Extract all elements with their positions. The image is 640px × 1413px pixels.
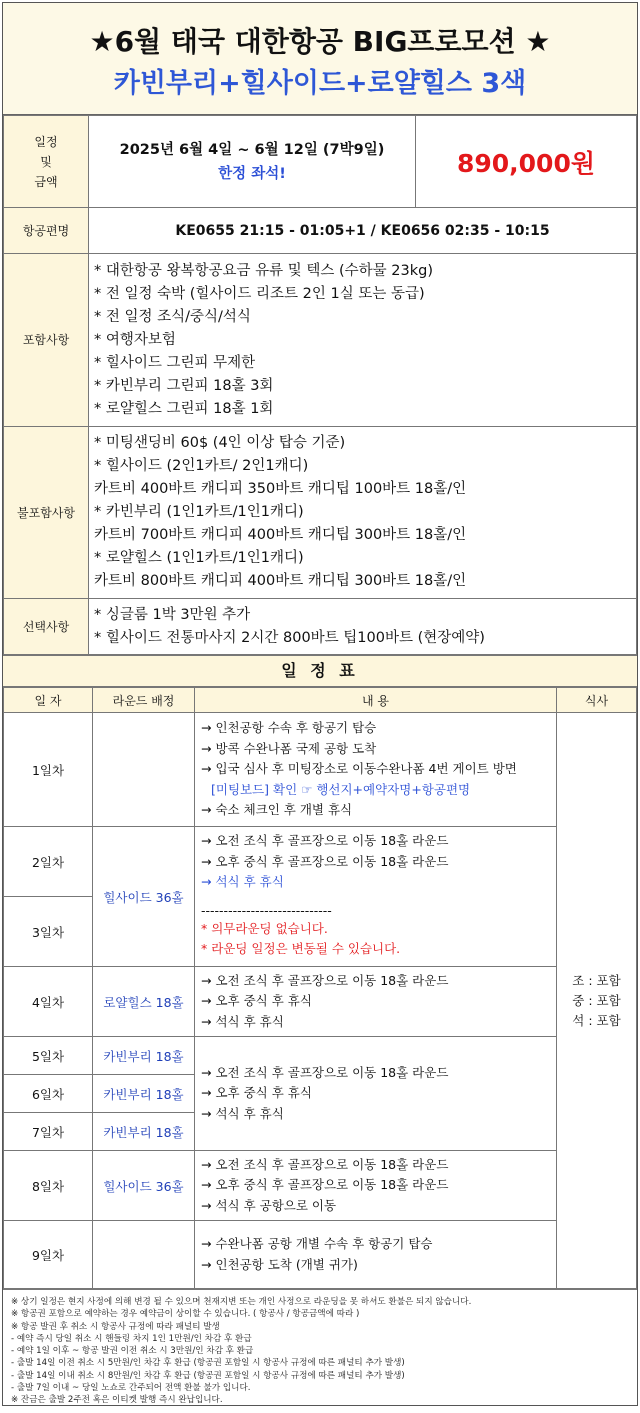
day5-7-content: → 오전 조식 후 골프장으로 이동 18홀 라운드 → 오후 중식 후 휴식 → 석식 후 휴식: [195, 1037, 557, 1151]
meal-dinner: 석 : 포함: [572, 1012, 621, 1028]
table-row: [4, 967, 637, 1037]
schedule-table: [3, 687, 637, 1289]
col-day-header: 일 자: [4, 688, 93, 713]
table-row: [4, 1221, 637, 1289]
day2-content: → 오전 조식 후 골프장으로 이동 18홀 라운드 → 오후 중식 후 골프장으로 이동 18홀 라운드 → 석식 후 휴식: [195, 827, 557, 897]
day4-content: → 오전 조식 후 골프장으로 이동 18홀 라운드 → 오후 중식 후 휴식 → 석식 후 휴식: [195, 967, 557, 1037]
day-label: 9일차: [4, 1221, 93, 1289]
col-content-header: 내 용: [195, 688, 557, 713]
optional-row: [4, 599, 637, 655]
list-item: * 힐사이드 (2인1카트/ 2인1캐디): [94, 458, 309, 474]
day3-content: ----------------------------- * 의무라운딩 없습니다. * 라운딩 일정은 변동될 수 있습니다.: [195, 897, 557, 967]
promo-document: [2, 2, 638, 1406]
limited-seats: 한정 좌석!: [218, 165, 286, 182]
day-label: 8일차: [4, 1151, 93, 1221]
list-item: * 힐사이드 전통마사지 2시간 800바트 팁100바트 (현장예약): [94, 629, 485, 646]
included-row: [4, 254, 637, 427]
note-line: - 출발 14일 이전 취소 시 5만원/인 차감 후 환급 (항공권 포함일 시 항공사 규정에 따른 패널티 추가 발생): [11, 1358, 405, 1369]
meal-breakfast: 조 : 포함: [572, 972, 621, 988]
list-item: * 힐사이드 그린피 무제한: [94, 354, 256, 371]
round-royal: 로얄힐스 18홀: [93, 967, 195, 1037]
schedule-title: 일 정 표: [3, 655, 637, 687]
round-kabinburi: 카빈부리 18홀: [93, 1075, 195, 1113]
list-item: * 로얄힐스 (1인1카트/1인1캐디): [94, 550, 304, 566]
included-list: [89, 254, 637, 427]
separator: -----------------------------: [201, 902, 332, 918]
schedule-price-row: [4, 116, 637, 208]
flight-label: 항공편명: [4, 208, 89, 254]
day9-content: → 수완나폼 공항 개별 수속 후 항공기 탑승 → 인천공항 도착 (개별 귀가): [195, 1221, 557, 1289]
schedule-header-row: [4, 688, 637, 713]
note-line: ※ 항공권 포함으로 예약하는 경우 예약금이 상이할 수 있습니다. ( 항공사 / 항공금액에 따라 ): [11, 1309, 360, 1320]
list-item: 카트비 700바트 캐디피 400바트 캐디팁 300바트 18홀/인: [94, 527, 467, 543]
round-cell-empty: [93, 1221, 195, 1289]
included-label: 포함사항: [4, 254, 89, 427]
round-kabinburi: 카빈부리 18홀: [93, 1037, 195, 1075]
excluded-label: 불포함사항: [4, 427, 89, 599]
list-item: * 싱글룸 1박 3만원 추가: [94, 606, 251, 623]
day1-content: → 인천공항 수속 후 항공기 탑승 → 방콕 수완나폼 국제 공항 도착 → 입국 심사 후 미팅장소로 이동수완나폼 4번 게이트 방면 [미팅보드] 확인 ☞ 행선지+예약자명+항공편명 → 숙소 체크인 후 개별 휴식: [195, 713, 557, 827]
price: 890,000원: [456, 148, 596, 178]
day-label: 7일차: [4, 1113, 93, 1151]
day8-content: → 오전 조식 후 골프장으로 이동 18홀 라운드 → 오후 중식 후 골프장으로 이동 18홀 라운드 → 석식 후 공항으로 이동: [195, 1151, 557, 1221]
day-label: 2일차: [4, 827, 93, 897]
list-item: * 카빈부리 (1인1카트/1인1캐디): [94, 504, 304, 520]
day-label: 3일차: [4, 897, 93, 967]
flight-info: KE0655 21:15 - 01:05+1 / KE0656 02:35 - 10:15: [89, 208, 637, 254]
day-label: 1일차: [4, 713, 93, 827]
list-item: * 전 일정 조식/중식/석식: [94, 308, 251, 325]
list-item: * 로얄힐스 그린피 18홀 1회: [94, 400, 274, 417]
title-banner: [3, 3, 637, 115]
table-row: [4, 713, 637, 827]
sub-title: 카빈부리+힐사이드+로얄힐스 3색: [113, 68, 527, 99]
note-line: ※ 상기 일정은 현지 사정에 의해 변경 될 수 있으며 천재지변 또는 개인 사정으로 라운딩을 못 하셔도 환불은 되지 않습니다.: [11, 1297, 472, 1307]
note-line: - 출발 7일 이내 ~ 당일 노쇼로 간주되어 전액 환불 불가 입니다.: [11, 1383, 251, 1394]
note-line: - 예약 1일 이후 ~ 항공 발권 이전 취소 시 3만원/인 차감 후 환급: [11, 1346, 254, 1357]
list-item: 카트비 400바트 캐디피 350바트 캐디팁 100바트 18홀/인: [94, 481, 467, 497]
trip-dates: 2025년 6월 4일 ~ 6월 12일 (7박9일): [119, 141, 385, 158]
table-row: [4, 1037, 637, 1075]
notes-section: [3, 1289, 637, 1413]
meal-lunch: 중 : 포함: [572, 992, 621, 1008]
list-item: * 미팅샌딩비 60$ (4인 이상 탑승 기준): [94, 435, 346, 451]
flight-row: [4, 208, 637, 254]
day-label: 5일차: [4, 1037, 93, 1075]
note-line: ※ 항공 발권 후 취소 시 항공사 규정에 따라 패널티 발생: [11, 1321, 220, 1332]
round-hillside: 힐사이드 36홀: [93, 1151, 195, 1221]
table-row: [4, 827, 637, 897]
optional-list: [89, 599, 637, 655]
round-cell-empty: [93, 713, 195, 827]
day-label: 4일차: [4, 967, 93, 1037]
list-item: * 대한항공 왕복항공요금 유류 및 텍스 (수하물 23kg): [94, 262, 434, 279]
excluded-list: [89, 427, 637, 599]
meal-cell: [557, 713, 637, 1289]
round-hillside: 힐사이드 36홀: [93, 827, 195, 967]
table-row: [4, 1151, 637, 1221]
col-round-header: 라운드 배정: [93, 688, 195, 713]
note-line: ※ 잔금은 출발 2주전 혹은 이티켓 발행 즉시 완납입니다.: [11, 1395, 223, 1406]
list-item: 카트비 800바트 캐디피 400바트 캐디팁 300바트 18홀/인: [94, 573, 467, 589]
info-table: [3, 115, 637, 655]
main-title: ★6월 태국 대한항공 BIG프로모션 ★: [89, 25, 551, 58]
excluded-row: [4, 427, 637, 599]
list-item: * 여행자보험: [94, 331, 176, 348]
list-item: * 전 일정 숙박 (힐사이드 리조트 2인 1실 또는 동급): [94, 285, 425, 302]
schedule-price-label: 일정 및 금액: [4, 116, 89, 208]
note-line: - 출발 14일 이내 취소 시 8만원/인 차감 후 환급 (항공권 포함일 시 항공사 규정에 따른 패널티 추가 발생): [11, 1370, 405, 1381]
note-line: - 예약 즉시 당일 취소 시 핸들링 차지 1인 1만원/인 차감 후 환급: [11, 1333, 252, 1344]
day-label: 6일차: [4, 1075, 93, 1113]
round-kabinburi: 카빈부리 18홀: [93, 1113, 195, 1151]
list-item: * 카빈부리 그린피 18홀 3회: [94, 377, 274, 394]
optional-label: 선택사항: [4, 599, 89, 655]
col-meal-header: 식사: [557, 688, 637, 713]
